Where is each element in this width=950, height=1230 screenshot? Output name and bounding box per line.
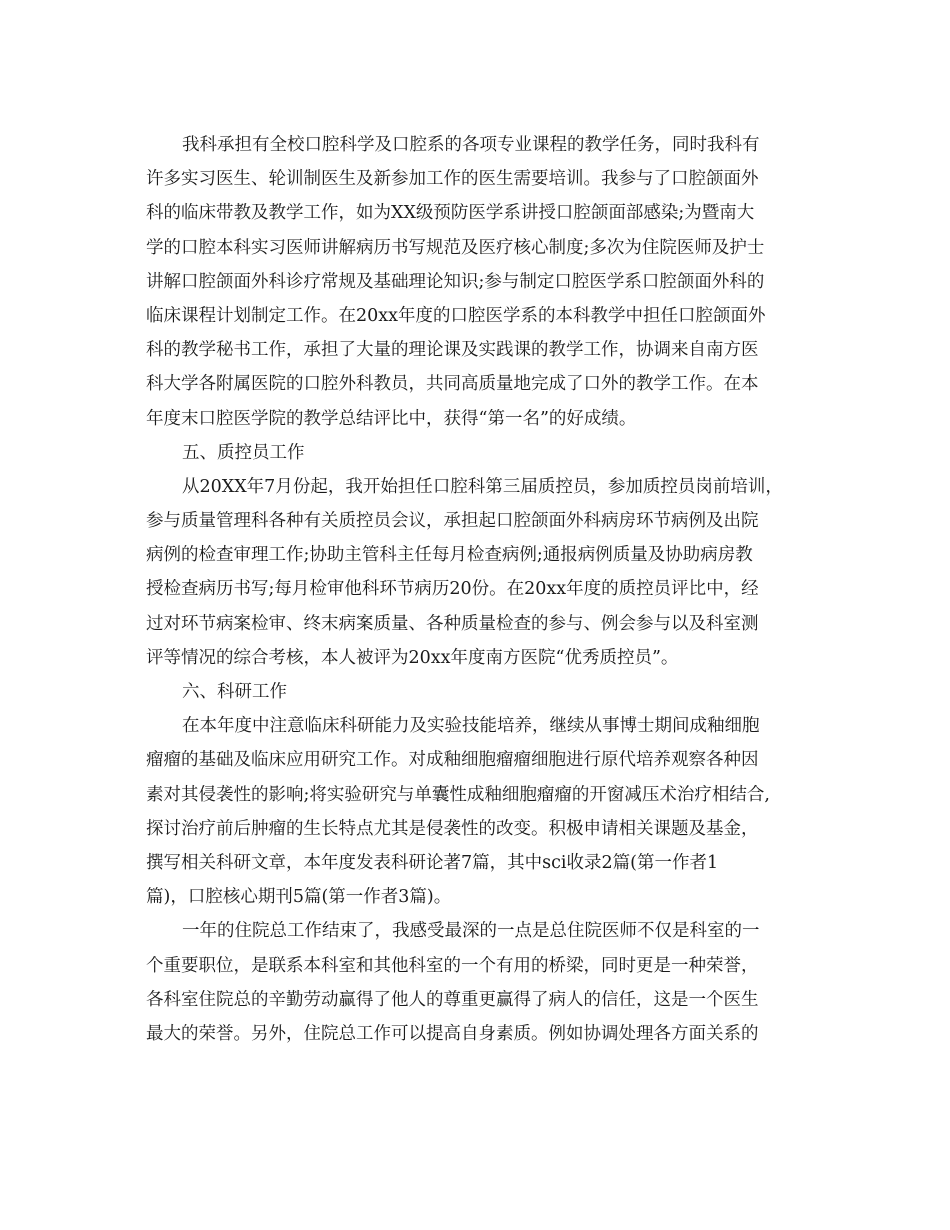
text-line: 授检查病历书写;每月检审他科环节病历20份。在20xx年度的质控员评比中，经 — [146, 579, 759, 600]
text-line: 过对环节病案检审、终末病案质量、各种质量检查的参与、例会参与以及科室测 — [146, 613, 759, 634]
text-line: 最大的荣誉。另外，住院总工作可以提高自身素质。例如协调处理各方面关系的 — [146, 1023, 759, 1044]
text-line: 病例的检查审理工作;协助主管科主任每月检查病例;通报病例质量及协助病房教 — [146, 545, 753, 566]
text-line: 个重要职位，是联系本科室和其他科室的一个有用的桥梁，同时更是一种荣誉， — [146, 955, 759, 976]
section-heading: 六、科研工作 — [182, 682, 287, 702]
text-line: 科的临床带教及教学工作，如为XX级预防医学系讲授口腔颌面部感染;为暨南大 — [146, 203, 755, 224]
text-line: 素对其侵袭性的影响;将实验研究与单囊性成釉细胞瘤瘤的开窗减压术治疗相结合, — [146, 784, 770, 805]
text-line: 一年的住院总工作结束了，我感受最深的一点是总住院医师不仅是科室的一 — [182, 921, 760, 942]
text-line: 评等情况的综合考核，本人被评为20xx年度南方医院“优秀质控员”。 — [146, 647, 679, 668]
text-line: 临床课程计划制定工作。在20xx年度的口腔医学系的本科教学中担任口腔颌面外 — [146, 305, 766, 326]
text-line: 撰写相关科研文章，本年度发表科研论著7篇，其中sci收录2篇(第一作者1 — [146, 852, 719, 873]
text-line: 参与质量管理科各种有关质控员会议，承担起口腔颌面外科病房环节病例及出院 — [146, 511, 759, 532]
document-body — [146, 128, 816, 1051]
text-line: 我科承担有全校口腔科学及口腔系的各项专业课程的教学任务，同时我科有 — [182, 135, 760, 155]
text-line: 从20XX年7月份起，我开始担任口腔科第三届质控员，参加质控员岗前培训， — [182, 476, 783, 497]
text-line: 科的教学秘书工作，承担了大量的理论课及实践课的教学工作，协调来自南方医 — [146, 340, 759, 361]
text-line: 许多实习医生、轮训制医生及新参加工作的医生需要培训。我参与了口腔颌面外 — [146, 169, 759, 190]
text-line: 各科室住院总的辛勤劳动赢得了他人的尊重更赢得了病人的信任，这是一个医生 — [146, 989, 759, 1010]
text-line: 瘤瘤的基础及临床应用研究工作。对成釉细胞瘤瘤细胞进行原代培养观察各种因 — [146, 750, 759, 771]
section-heading: 五、质控员工作 — [182, 442, 305, 463]
text-line: 在本年度中注意临床科研能力及实验技能培养，继续从事博士期间成釉细胞 — [182, 716, 760, 737]
text-line: 学的口腔本科实习医师讲解病历书写规范及医疗核心制度;多次为住院医师及护士 — [146, 237, 765, 258]
text-line: 科大学各附属医院的口腔外科教员，共同高质量地完成了口外的教学工作。在本 — [146, 374, 759, 395]
text-line: 年度末口腔医学院的教学总结评比中，获得“第一名”的好成绩。 — [146, 408, 637, 429]
text-line: 讲解口腔颌面外科诊疗常规及基础理论知识;参与制定口腔医学系口腔颌面外科的 — [146, 271, 765, 292]
text-line: 篇)，口腔核心期刊5篇(第一作者3篇)。 — [146, 887, 452, 908]
text-line: 探讨治疗前后肿瘤的生长特点尤其是侵袭性的改变。积极申请相关课题及基金， — [146, 818, 759, 839]
